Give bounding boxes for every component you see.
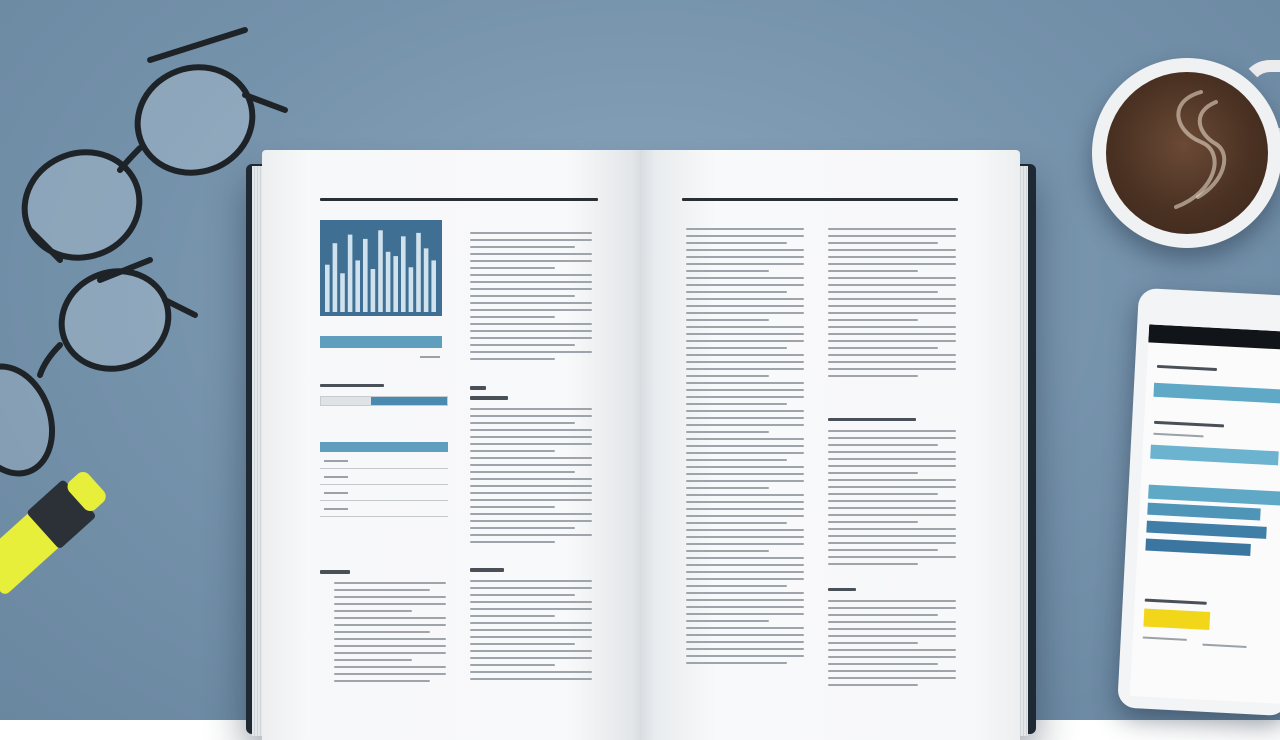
right-column-text (686, 228, 804, 669)
figure-bar (325, 265, 330, 312)
figure-caption-bar (320, 336, 442, 348)
figure-bar (378, 230, 383, 312)
tablet-bar (1148, 485, 1280, 506)
right-column-text (828, 430, 956, 570)
left-section-heading (320, 570, 350, 574)
table-row (320, 468, 448, 469)
figure-bar (393, 256, 398, 312)
right-header-rule (682, 198, 958, 201)
tablet-footer-text (1202, 644, 1246, 648)
table-cell (324, 492, 348, 494)
table-row (320, 500, 448, 501)
tablet-footer-heading (1145, 599, 1207, 605)
left-section-text (334, 582, 446, 687)
left-column-text (470, 408, 592, 548)
figure-bar (386, 252, 391, 312)
table-row (320, 516, 448, 517)
tablet-device (1117, 288, 1280, 716)
right-column-text (828, 228, 956, 382)
figure-caption-mark (420, 356, 440, 358)
page-edge-left (252, 166, 262, 736)
tablet-bar (1150, 445, 1278, 466)
left-column-subheading (470, 386, 486, 390)
figure-bar (355, 260, 360, 312)
figure-bar (371, 269, 376, 312)
tablet-footer-text (1143, 637, 1187, 641)
table-cell (324, 476, 348, 478)
figure-bar (401, 236, 406, 312)
figure-bar (416, 233, 421, 312)
left-header-rule (320, 198, 598, 201)
tablet-screen (1130, 324, 1280, 704)
coffee-swirl-icon (1106, 72, 1268, 234)
left-section-text (470, 580, 592, 685)
figure-bar (348, 235, 353, 312)
tablet-bar (1147, 503, 1260, 521)
book-right-page (640, 150, 1020, 740)
tablet-heading (1157, 365, 1217, 371)
tablet-subheading (1154, 421, 1224, 428)
table-cell (324, 508, 348, 510)
right-column-subheading (828, 418, 916, 421)
figure-bar (431, 260, 436, 312)
progress-track (320, 396, 448, 406)
tablet-top-bar (1148, 324, 1280, 350)
table-row (320, 484, 448, 485)
left-column-subheading (470, 396, 508, 400)
tablet-bar (1153, 383, 1280, 404)
left-subheading (320, 384, 384, 387)
progress-fill (371, 397, 447, 405)
figure-bar (363, 239, 368, 312)
table-cell (324, 460, 348, 462)
right-column-text (828, 600, 956, 691)
figure-bar (409, 267, 414, 312)
tablet-highlight-box (1143, 609, 1210, 630)
right-column-subheading (828, 588, 856, 591)
book-left-page (262, 150, 644, 740)
tablet-caption (1153, 433, 1203, 438)
tablet-bar (1145, 539, 1250, 556)
figure-bar (333, 243, 338, 312)
tablet-bar (1146, 521, 1266, 539)
figure-bar (424, 248, 429, 312)
figure-bar (340, 273, 345, 312)
left-page-figure (320, 220, 442, 316)
table-header (320, 442, 448, 452)
left-section-heading (470, 568, 504, 572)
left-column-text (470, 232, 592, 365)
